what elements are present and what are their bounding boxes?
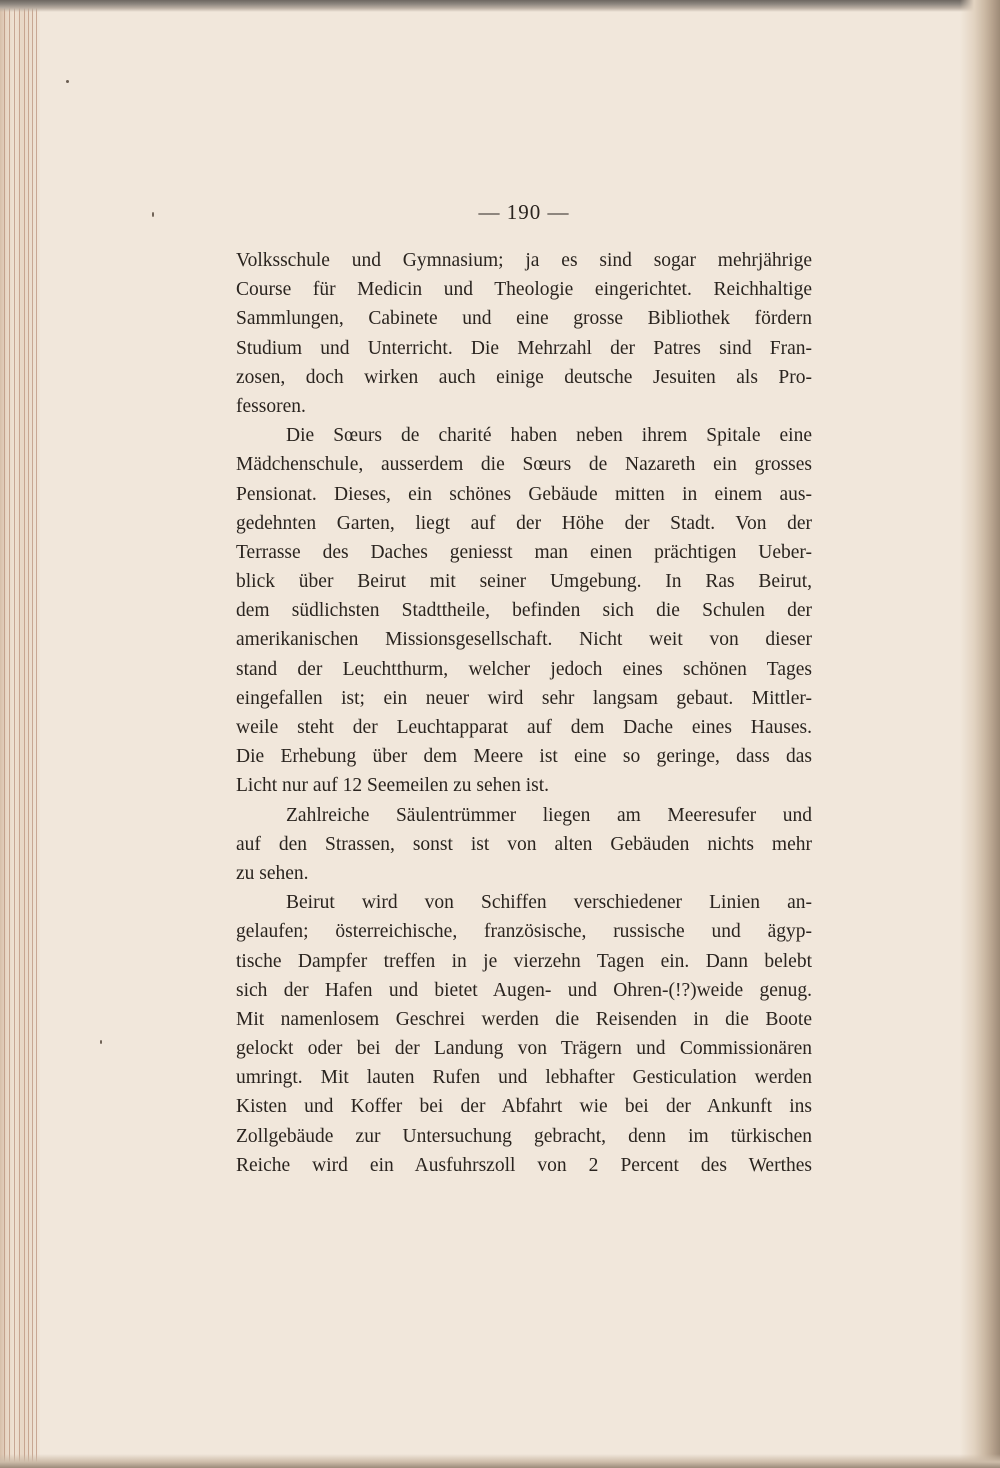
text-line: stand der Leuchtthurm, welcher jedoch eines schönen Tages	[236, 658, 812, 680]
text-line: Terrasse des Daches geniesst man einen prächtigen Ueber-	[236, 541, 812, 563]
text-line: Zollgebäude zur Untersuchung gebracht, denn im türkischen	[236, 1125, 812, 1147]
text-line: auf den Strassen, sonst ist von alten Gebäuden nichts mehr	[236, 833, 812, 855]
top-edge	[0, 0, 1000, 12]
speck	[66, 80, 69, 83]
text-line: Kisten und Koffer bei der Abfahrt wie bei der Ankunft ins	[236, 1096, 812, 1118]
paragraph-3	[236, 801, 812, 889]
text-line: fessoren.	[236, 395, 306, 417]
text-line: umringt. Mit lauten Rufen und lebhafter Gesticulation werden	[236, 1067, 812, 1089]
text-line: Beirut wird von Schiffen verschiedener Linien an-	[286, 892, 812, 914]
text-line: sich der Hafen und bietet Augen- und Ohren-(!?)weide genug.	[236, 979, 812, 1001]
paragraph-2	[236, 421, 812, 800]
binding-edge	[0, 0, 40, 1468]
text-line: Reiche wird ein Ausfuhrszoll von 2 Percent des Werthes	[236, 1154, 812, 1176]
text-line: Studium und Unterricht. Die Mehrzahl der Patres sind Fran-	[236, 337, 812, 359]
text-line: Mit namenlosem Geschrei werden die Reisenden in die Boote	[236, 1008, 812, 1030]
text-line: Sammlungen, Cabinete und eine grosse Bibliothek fördern	[236, 308, 812, 330]
text-line: Die Sœurs de charité haben neben ihrem Spitale eine	[286, 425, 812, 447]
speck	[152, 212, 154, 217]
text-line: eingefallen ist; ein neuer wird sehr langsam gebaut. Mittler-	[236, 687, 812, 709]
text-line: gedehnten Garten, liegt auf der Höhe der Stadt. Von der	[236, 512, 812, 534]
text-line: Volksschule und Gymnasium; ja es sind sogar mehrjährige	[236, 250, 812, 271]
right-cover-edge	[960, 0, 1000, 1468]
text-line: gelockt oder bei der Landung von Trägern und Commissionären	[236, 1038, 812, 1060]
speck	[100, 1040, 102, 1044]
text-line: dem südlichsten Stadttheile, befinden sich die Schulen der	[236, 600, 812, 622]
text-line: zosen, doch wirken auch einige deutsche Jesuiten als Pro-	[236, 366, 812, 388]
text-line: tische Dampfer treffen in je vierzehn Tagen ein. Dann belebt	[236, 950, 812, 972]
text-line: Mädchenschule, ausserdem die Sœurs de Nazareth ein grosses	[236, 454, 812, 476]
body-text	[236, 246, 812, 1180]
text-line: blick über Beirut mit seiner Umgebung. In Ras Beirut,	[236, 571, 812, 593]
paragraph-1	[236, 246, 812, 421]
paragraph-4	[236, 888, 812, 1180]
text-line: Course für Medicin und Theologie eingerichtet. Reichhaltige	[236, 279, 812, 301]
text-line: weile steht der Leuchtapparat auf dem Dache eines Hauses.	[236, 717, 812, 738]
text-line: gelaufen; österreichische, französische, russische und ägyp-	[236, 921, 812, 943]
text-line: zu sehen.	[236, 862, 309, 884]
text-line: Zahlreiche Säulentrümmer liegen am Meeresufer und	[286, 804, 812, 826]
bottom-edge	[0, 1454, 1000, 1468]
text-line: amerikanischen Missionsgesellschaft. Nicht weit von dieser	[236, 629, 812, 651]
text-line: Licht nur auf 12 Seemeilen zu sehen ist.	[236, 775, 549, 797]
text-line: Pensionat. Dieses, ein schönes Gebäude mitten in einem aus-	[236, 483, 812, 505]
page-number: — 190 —	[478, 200, 570, 224]
text-line: Die Erhebung über dem Meere ist eine so geringe, dass das	[236, 746, 812, 768]
